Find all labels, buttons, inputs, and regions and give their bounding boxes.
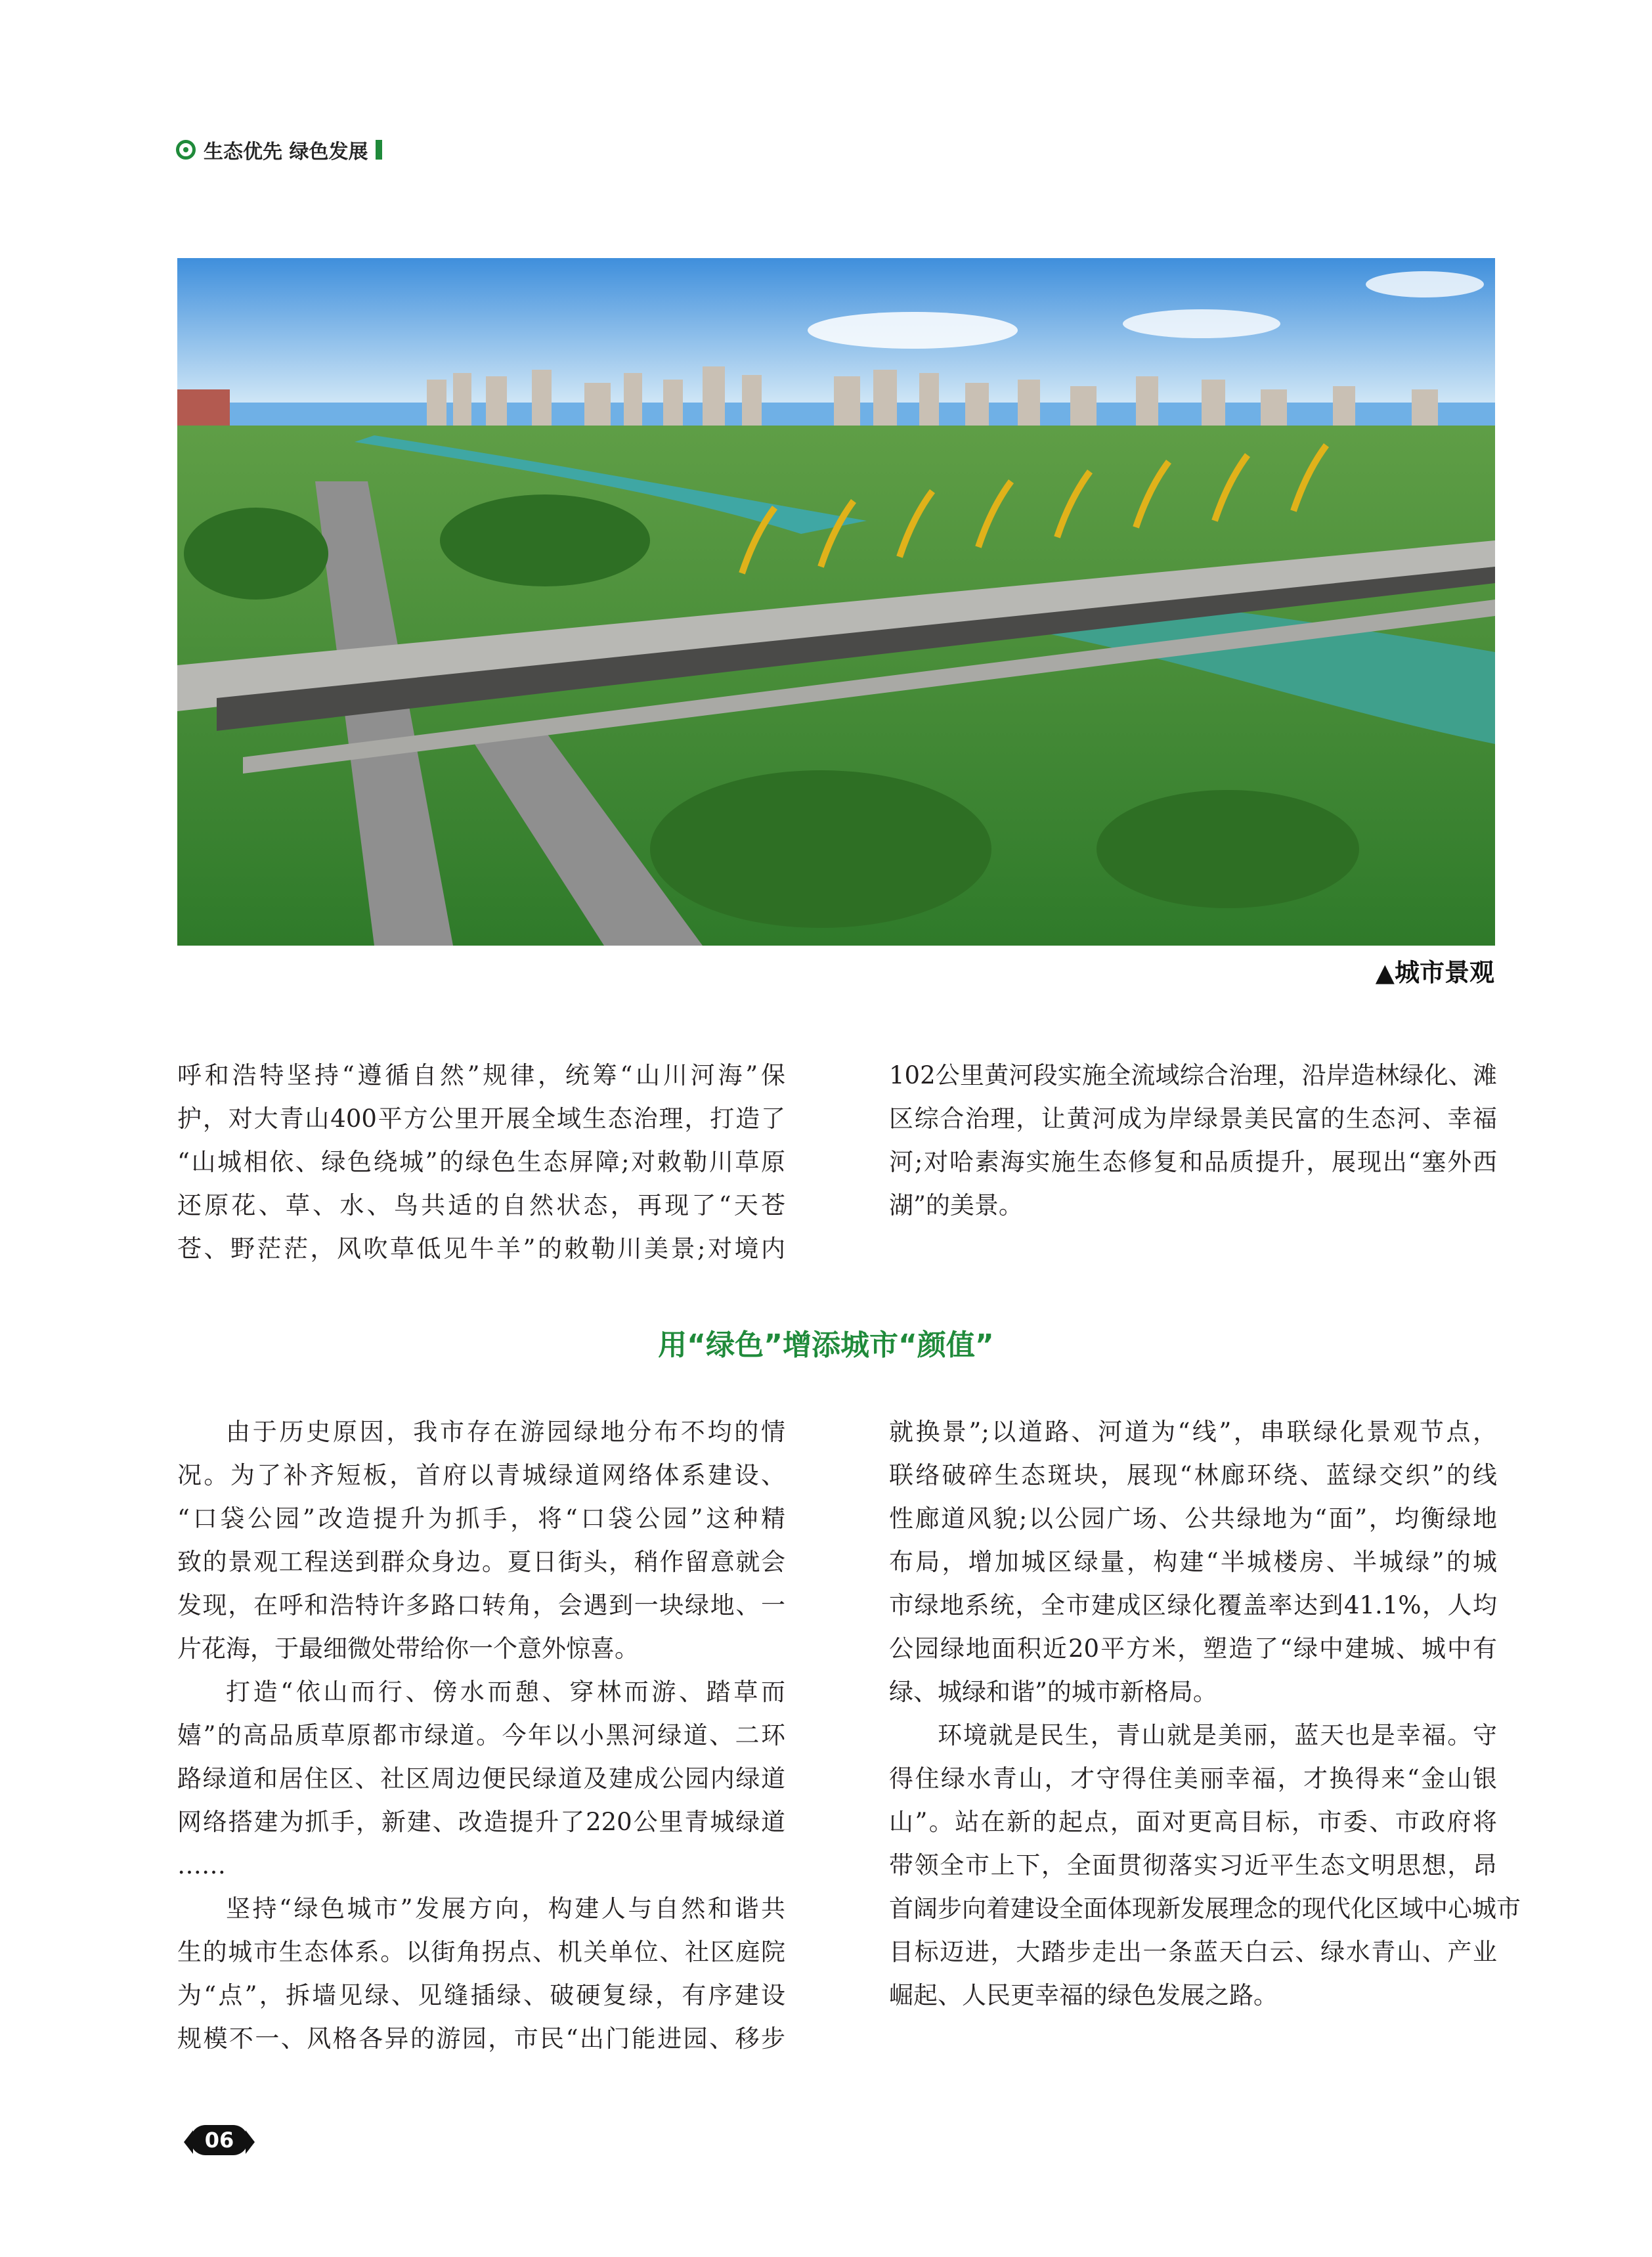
header-accent-bar	[376, 140, 382, 160]
text-line: 湖”的美景。	[889, 1191, 1023, 1219]
text-line: 生的城市生态体系。以街角拐点、机关单位、社区庭院	[177, 1938, 785, 1966]
text-line: 由于历史原因，我市存在游园绿地分布不均的情	[226, 1418, 785, 1446]
page-number-pill	[190, 2125, 249, 2155]
text-line: 苍、野茫茫，风吹草低见牛羊”的敕勒川美景;对境内	[177, 1235, 785, 1263]
chevron-left-icon	[184, 2130, 193, 2154]
text-line: “口袋公园”改造提升为抓手，将“口袋公园”这种精	[177, 1504, 785, 1533]
text-line: 网络搭建为抓手，新建、改造提升了220公里青城绿道	[177, 1808, 785, 1836]
text-line: 况。为了补齐短板，首府以青城绿道网络体系建设、	[177, 1461, 785, 1489]
text-line: ……	[177, 1851, 226, 1879]
body-left-column	[177, 1411, 785, 2061]
text-line: 护，对大青山400平方公里开展全域生态治理，打造了	[177, 1105, 785, 1133]
chevron-right-icon	[246, 2130, 255, 2154]
text-line: 区综合治理，让黄河成为岸绿景美民富的生态河、幸福	[889, 1105, 1497, 1133]
text-line: 就换景”;以道路、河道为“线”，串联绿化景观节点，	[889, 1418, 1497, 1446]
text-line: 坚持“绿色城市”发展方向，构建人与自然和谐共	[226, 1895, 785, 1923]
text-line: 山”。站在新的起点，面对更高目标，市委、市政府将	[889, 1808, 1497, 1836]
header-title: 生态优先 绿色发展	[204, 141, 368, 164]
text-line: 首阔步向着建设全面体现新发展理念的现代化区域中心城市	[889, 1895, 1521, 1923]
city-landscape-photo	[177, 258, 1495, 946]
text-line: 规模不一、风格各异的游园，市民“出门能进园、移步	[177, 2025, 785, 2053]
text-line: 为“点”，拆墙见绿、见缝插绿、破硬复绿，有序建设	[177, 1981, 785, 2009]
text-line: 性廊道风貌;以公园广场、公共绿地为“面”，均衡绿地	[889, 1504, 1497, 1533]
text-line: 环境就是民生，青山就是美丽，蓝天也是幸福。守	[938, 1721, 1497, 1749]
text-line: 打造“依山而行、傍水而憩、穿林而游、踏草而	[226, 1678, 785, 1706]
text-line: 目标迈进，大踏步走出一条蓝天白云、绿水青山、产业	[889, 1938, 1497, 1966]
photo-caption: ▲城市景观	[1375, 958, 1494, 987]
section-heading: 用“绿色”增添城市“颜值”	[658, 1328, 994, 1362]
page-number: 06	[204, 2128, 234, 2153]
text-line: 致的景观工程送到群众身边。夏日街头，稍作留意就会	[177, 1548, 785, 1576]
text-line: 得住绿水青山，才守得住美丽幸福，才换得来“金山银	[889, 1764, 1497, 1793]
text-line: 河;对哈素海实施生态修复和品质提升，展现出“塞外西	[889, 1148, 1497, 1176]
text-line: 还原花、草、水、鸟共适的自然状态，再现了“天苍	[177, 1191, 785, 1219]
text-line: 发现，在呼和浩特许多路口转角，会遇到一块绿地、一	[177, 1591, 785, 1619]
circle-logo-icon	[176, 140, 196, 160]
text-line: 嬉”的高品质草原都市绿道。今年以小黑河绿道、二环	[177, 1721, 785, 1749]
text-line: 路绿道和居住区、社区周边便民绿道及建成公园内绿道	[177, 1764, 785, 1793]
body-right-column	[889, 1411, 1521, 2017]
text-line: 联络破碎生态斑块，展现“林廊环绕、蓝绿交织”的线	[889, 1461, 1497, 1489]
text-line: 公园绿地面积近20平方米，塑造了“绿中建城、城中有	[889, 1634, 1497, 1663]
intro-left-column	[177, 1054, 785, 1271]
text-line: 呼和浩特坚持“遵循自然”规律，统筹“山川河海”保	[177, 1061, 785, 1089]
text-line: 片花海，于最细微处带给你一个意外惊喜。	[177, 1634, 639, 1663]
text-line: 带领全市上下，全面贯彻落实习近平生态文明思想，昂	[889, 1851, 1497, 1879]
text-line: 崛起、人民更幸福的绿色发展之路。	[889, 1981, 1278, 2009]
text-line: “山城相依、绿色绕城”的绿色生态屏障;对敕勒川草原	[177, 1148, 785, 1176]
text-line: 102公里黄河段实施全流域综合治理，沿岸造林绿化、滩	[889, 1061, 1497, 1089]
running-header	[176, 131, 382, 168]
page-number-badge	[176, 2122, 263, 2158]
text-line: 绿、城绿和谐”的城市新格局。	[889, 1678, 1217, 1706]
intro-right-column	[889, 1054, 1497, 1227]
text-line: 市绿地系统，全市建成区绿化覆盖率达到41.1%，人均	[889, 1591, 1497, 1619]
text-line: 布局，增加城区绿量，构建“半城楼房、半城绿”的城	[889, 1548, 1497, 1576]
